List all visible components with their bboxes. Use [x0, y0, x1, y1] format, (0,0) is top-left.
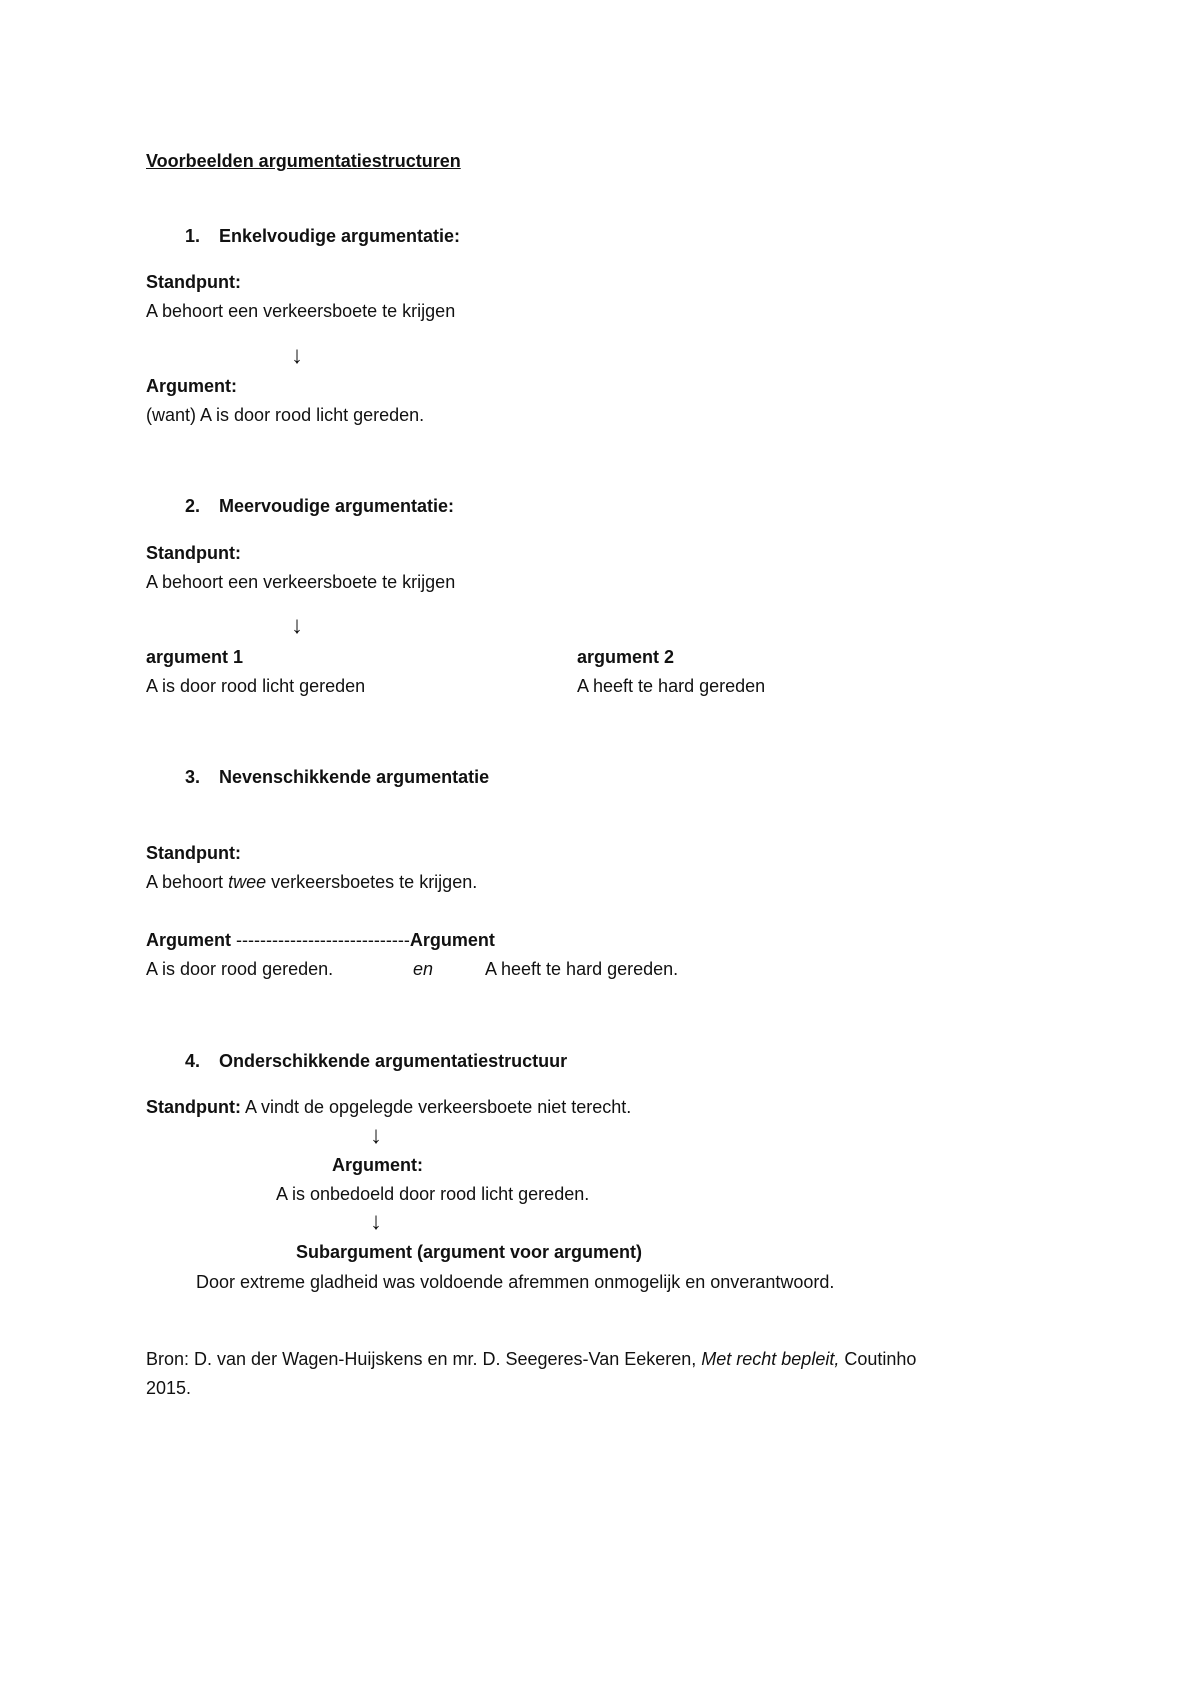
section-3-standpoint-text — [146, 871, 477, 893]
section-2-down-arrow-icon: ↓ — [291, 612, 303, 639]
document-title: Voorbeelden argumentatiestructuren — [146, 151, 461, 171]
section-3-standpoint-before: A behoort — [146, 872, 229, 892]
section-4-heading — [185, 1050, 567, 1072]
section-1-argument-text: (want) A is door rood licht gereden. — [146, 405, 425, 425]
section-4-down-arrow-1-icon: ↓ — [370, 1122, 382, 1149]
section-4-standpoint — [146, 1096, 631, 1118]
section-2-standpoint-label: Standpunt: — [146, 543, 241, 563]
section-1-standpoint-label: Standpunt: — [146, 272, 241, 292]
section-2-number: 2. — [185, 496, 201, 516]
section-2-argument-2-text: A heeft te hard gereden — [577, 676, 766, 696]
section-1-heading-text: Enkelvoudige argumentatie: — [219, 226, 461, 246]
section-3-argument-left-text: A is door rood gereden. — [146, 959, 334, 979]
section-2-heading-text: Meervoudige argumentatie: — [219, 496, 455, 516]
section-1-down-arrow-icon: ↓ — [291, 342, 303, 369]
section-3-argument-right-label: Argument — [409, 930, 495, 950]
section-3-argument-left-label: Argument — [146, 930, 231, 950]
section-4-standpoint-label: Standpunt: — [146, 1097, 241, 1117]
section-4-subargument-label: Subargument (argument voor argument) — [296, 1242, 643, 1262]
section-3-argument-connector-row — [146, 929, 495, 951]
section-2-heading — [185, 495, 454, 517]
section-3-heading-text: Nevenschikkende argumentatie — [219, 767, 490, 787]
section-4-argument-label: Argument: — [332, 1155, 423, 1175]
section-2-argument-1-text: A is door rood licht gereden — [146, 676, 366, 696]
section-4-down-arrow-2-icon: ↓ — [370, 1208, 382, 1235]
section-4-standpoint-text: A vindt de opgelegde verkeersboete niet terecht. — [240, 1097, 632, 1117]
section-3-standpoint-after: verkeersboetes te krijgen. — [266, 872, 478, 892]
section-3-number: 3. — [185, 767, 201, 787]
section-4-subargument-text: Door extreme gladheid was voldoende afremmen onmogelijk en onverantwoord. — [196, 1272, 835, 1292]
section-3-argument-right-text: A heeft te hard gereden. — [485, 959, 679, 979]
section-1-standpoint-text: A behoort een verkeersboete te krijgen — [146, 301, 456, 321]
source-citation — [146, 1348, 916, 1370]
section-3-connector-line: ----------------------------- — [236, 930, 410, 950]
section-3-standpoint-emphasis: twee — [228, 872, 267, 892]
source-prefix: Bron: D. van der Wagen-Huijskens en mr. D. Seegeres-Van Eekeren, — [146, 1349, 702, 1369]
section-4-argument-text: A is onbedoeld door rood licht gereden. — [276, 1184, 590, 1204]
section-1-argument-label: Argument: — [146, 376, 237, 396]
section-3-conjunction: en — [413, 959, 434, 979]
section-4-heading-text: Onderschikkende argumentatiestructuur — [219, 1051, 568, 1071]
section-2-argument-2-label: argument 2 — [577, 647, 675, 667]
section-3-heading — [185, 766, 489, 788]
source-year: 2015. — [146, 1378, 192, 1398]
section-2-argument-1-label: argument 1 — [146, 647, 244, 667]
section-4-number: 4. — [185, 1051, 201, 1071]
section-2-standpoint-text: A behoort een verkeersboete te krijgen — [146, 572, 456, 592]
section-1-heading — [185, 225, 460, 247]
source-suffix: Coutinho — [839, 1349, 917, 1369]
section-1-number: 1. — [185, 226, 201, 246]
source-book-title: Met recht bepleit, — [701, 1349, 840, 1369]
section-3-standpoint-label: Standpunt: — [146, 843, 241, 863]
